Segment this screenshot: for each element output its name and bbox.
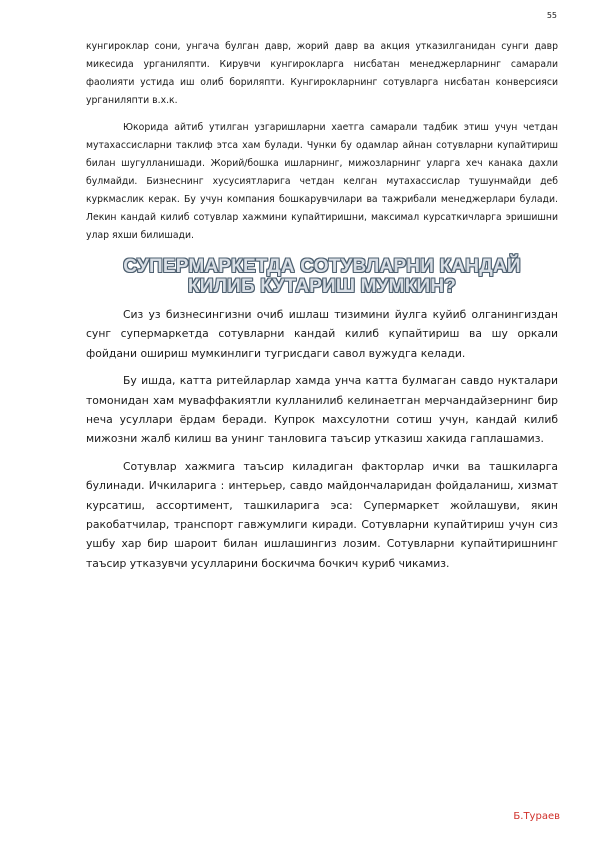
paragraph-4: Бу ишда, катта ритейларлар хамда унча катта булмаган савдо нукталари томонидан хам муваффакиятли кулланилиб келинаетган мерчандайзернинг бир неча усуллари ёрдам беради. Купрок махсулотни сотиш учун, кандай килиб мижозни жалб килиш ва унинг танловига таъсир утказиш хакида гаплашамиз. bbox=[86, 374, 558, 446]
paragraph-3: Сиз уз бизнесингизни очиб ишлаш тизимини йулга куйиб олганингиздан сунг супермаркетда сотувларни кандай килиб купайтириш ва шу оркали фойдани ошириш мумкинлиги тугрисдаги савол вужудга келади. bbox=[86, 308, 558, 360]
paragraph-1: кунгироклар сони, унгача булган давр, жорий давр ва акция утказилганидан сунги давр микесида урганиляпти. Кирувчи кунгирокларга нисбатан менеджерларнинг самарали фаолияти устида иш олиб бориляпти. Кунгирокларнинг сотувларга нисбатан конверсияси урганиляпти в.х.к. bbox=[86, 41, 558, 106]
document-body bbox=[86, 38, 558, 573]
section-heading bbox=[86, 257, 558, 297]
paragraph-5: Сотувлар хажмига таъсир киладиган факторлар ички ва ташкиларга булинади. Ичкиларига : интерьер, савдо майдончаларидан фойдаланиш, хизмат курсатиш, ассортимент, ташкиларига эса: Супермаркет жойлашуви, якин ракобатчилар, транспорт гавжумлиги киради. Сотувларни купайтириш учун сиз ушбу хар бир шароит билан ишлашингиз лозим. Сотувларни купайтиришнинг таъсир утказувчи усулларини боскичма бочкич куриб чикамиз. bbox=[86, 459, 558, 570]
paragraph-2: Юкорида айтиб утилган узгаришларни хаетга самарали тадбик этиш учун четдан мутахассисларни таклиф этса хам булади. Чунки бу одамлар айнан сотувларни купайтириш билан шугулланишади. Жорий/бошка ишларнинг, мижозларнинг уларга хеч канака дахли булмайди. Бизнеснинг хусусиятларига четдан келган мутахассислар тушунмайди деб куркмаслик керак. Бу учун компания бошкарувчилари ва тажрибали менеджерлари булади. Лекин кандай килиб сотувлар хажмини купайтиришни, максимал курсаткичларга эришишни улар яхши билишади. bbox=[86, 122, 558, 241]
section-heading-line-1: СУПЕРМАРКЕТДА СОТУВЛАРНИ КАНДАЙ bbox=[123, 256, 521, 277]
section-heading-line-2: КИЛИБ КУТАРИШ МУМКИН? bbox=[187, 276, 457, 297]
page-number: 55 bbox=[546, 11, 557, 20]
author-signature: Б.Тураев bbox=[513, 811, 560, 822]
